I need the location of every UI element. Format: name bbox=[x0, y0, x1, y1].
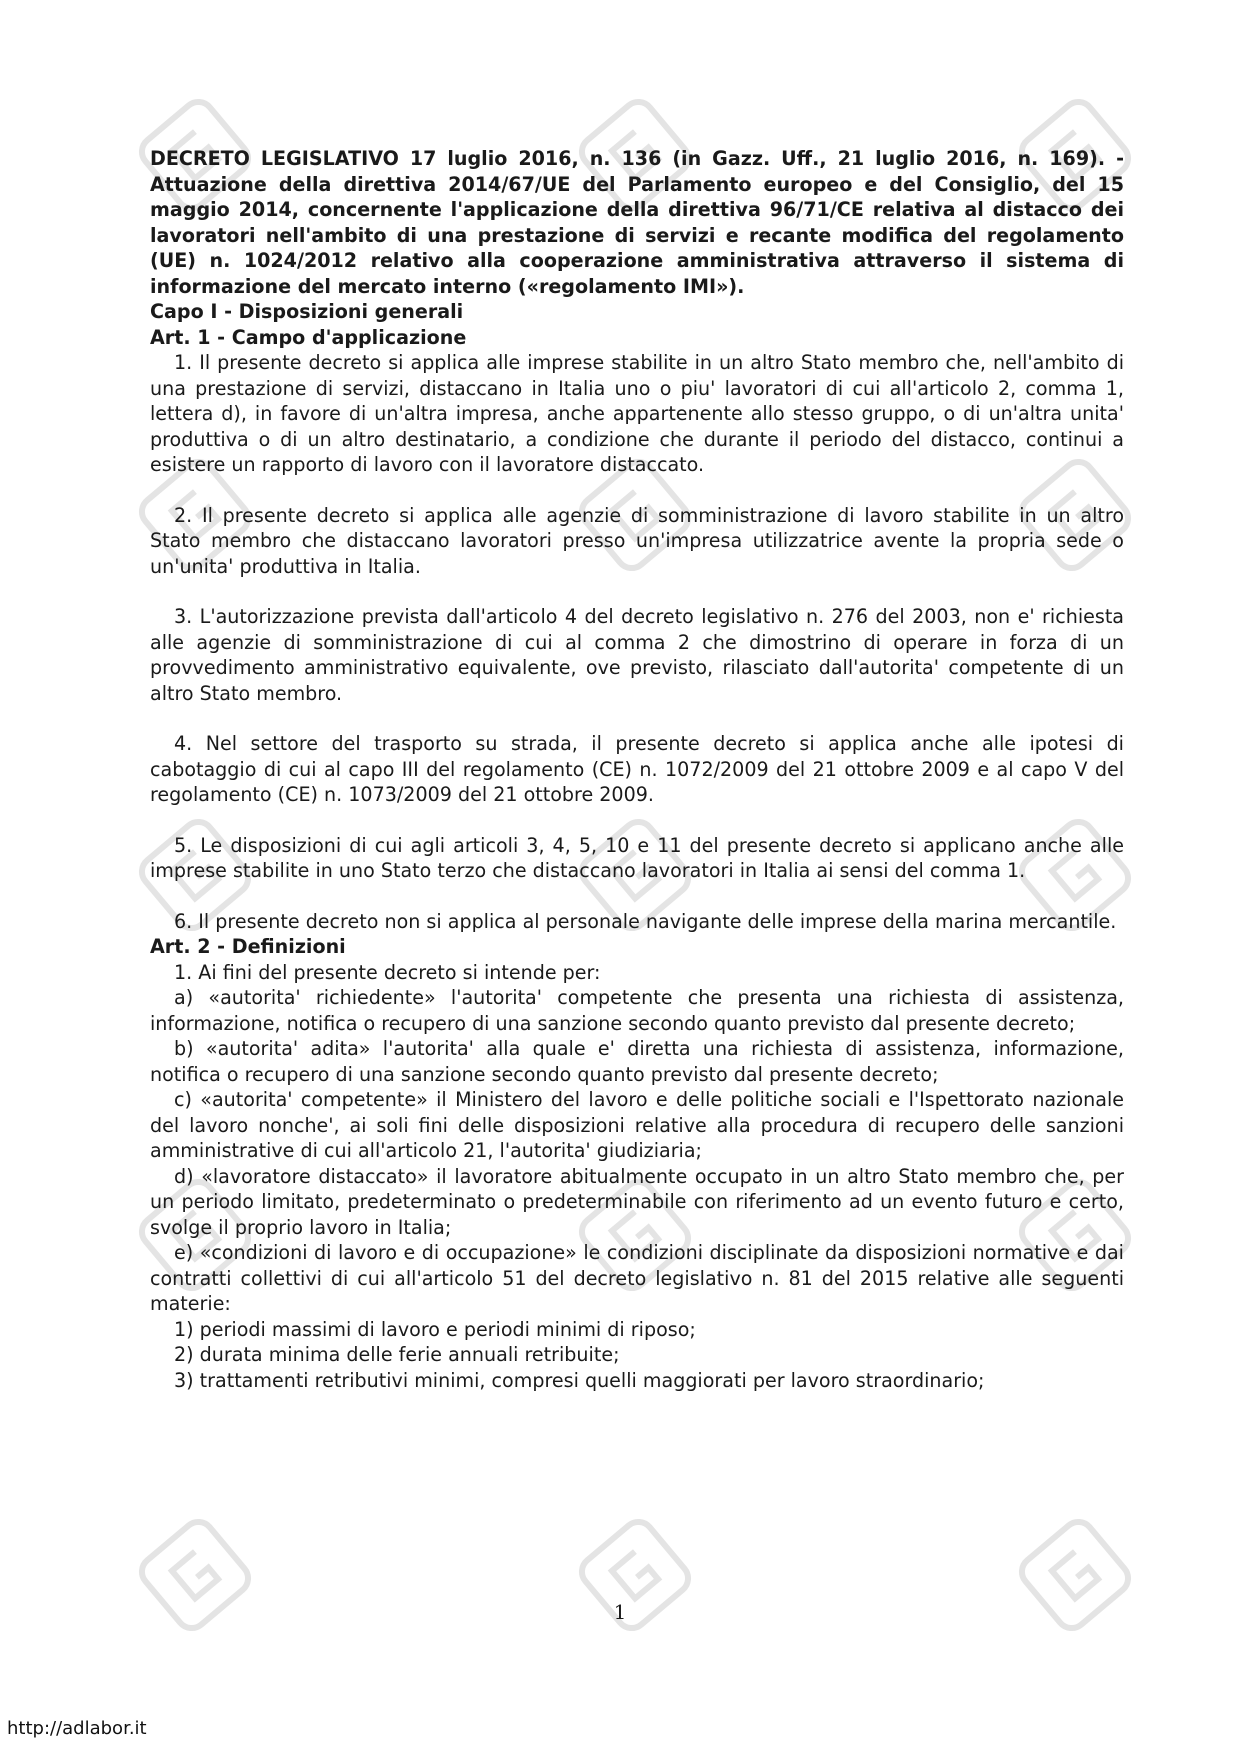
document-page bbox=[150, 146, 1124, 1393]
article-1-paragraph: 2. Il presente decreto si applica alle agenzie di somministrazione di lavoro stabilite in un altro Stato membro che distaccano lavoratori presso un'impresa utilizzatrice avente la propria sede o un'unita' produttiva in Italia. bbox=[150, 503, 1124, 578]
article-2-title: Art. 2 - Definizioni bbox=[150, 935, 346, 958]
article-1-paragraph: 1. Il presente decreto si applica alle imprese stabilite in un altro Stato membro che, nell'ambito di una prestazione di servizi, distaccano in Italia uno o piu' lavoratori di cui all'articolo 2, comma 1, lettera d), in favore di un'altra impresa, anche appartenente allo stesso gruppo, o di un'altra unita' produttiva o di un altro destinatario, a condizione che durante il periodo del distacco, continui a esistere un rapporto di lavoro con il lavoratore distaccato. bbox=[150, 351, 1124, 476]
page-number: 1 bbox=[613, 1600, 627, 1624]
article-2-line: a) «autorita' richiedente» l'autorita' competente che presenta una richiesta di assistenza, informazione, notifica o recupero di una sanzione secondo quanto previsto dal presente decreto; bbox=[150, 986, 1124, 1035]
article-1-paragraph: 3. L'autorizzazione prevista dall'articolo 4 del decreto legislativo n. 276 del 2003, non e' richiesta alle agenzie di somministrazione di cui al comma 2 che dimostrino di operare in forza di un provvedimento amministrativo equivalente, ove previsto, rilasciato dall'autorita' competente di un altro Stato membro. bbox=[150, 605, 1124, 705]
watermark-logo-icon bbox=[1000, 1500, 1150, 1650]
article-1-paragraph: 4. Nel settore del trasporto su strada, il presente decreto si applica anche alle ipotesi di cabotaggio di cui al capo III del regolamento (CE) n. 1072/2009 del 21 ottobre 2009 e al capo V del regolamento (CE) n. 1073/2009 del 21 ottobre 2009. bbox=[150, 732, 1124, 806]
site-url-link[interactable]: http://adlabor.it bbox=[7, 1718, 147, 1739]
article-2-line: 3) trattamenti retributivi minimi, compresi quelli maggiorati per lavoro straordinario; bbox=[174, 1368, 985, 1392]
article-1-title: Art. 1 - Campo d'applicazione bbox=[150, 325, 467, 349]
article-1-paragraph: 6. Il presente decreto non si applica al personale navigante delle imprese della marina mercantile. bbox=[174, 909, 1117, 933]
watermark-logo-icon bbox=[560, 1500, 710, 1650]
article-2-line: 1. Ai fini del presente decreto si intende per: bbox=[174, 960, 601, 984]
article-2-line: c) «autorita' competente» il Ministero del lavoro e delle politiche sociali e l'Ispettorato nazionale del lavoro nonche', ai soli fini delle disposizioni relative alla procedura di recupero delle sanzioni amministrative di cui all'articolo 21, l'autorita' giudiziaria; bbox=[150, 1088, 1124, 1162]
article-2-line: b) «autorita' adita» l'autorita' alla quale e' diretta una richiesta di assistenza, informazione, notifica o recupero di una sanzione secondo quanto previsto dal presente decreto; bbox=[150, 1037, 1124, 1086]
article-2-line: d) «lavoratore distaccato» il lavoratore abitualmente occupato in un altro Stato membro che, per un periodo limitato, predeterminato o predeterminabile con riferimento ad un evento futuro e certo, svolge il proprio lavoro in Italia; bbox=[150, 1164, 1124, 1239]
article-2-line: e) «condizioni di lavoro e di occupazione» le condizioni disciplinate da disposizioni normative e dai contratti collettivi di cui all'articolo 51 del decreto legislativo n. 81 del 2015 relative alle seguenti materie: bbox=[150, 1241, 1124, 1315]
watermark-logo-icon bbox=[120, 1500, 270, 1650]
chapter-title: Capo I - Disposizioni generali bbox=[150, 300, 464, 323]
document-header: DECRETO LEGISLATIVO 17 luglio 2016, n. 136 (in Gazz. Uff., 21 luglio 2016, n. 169). - Attuazione della direttiva 2014/67/UE del Parlamento europeo e del Consiglio, del 15 maggio 2014, concernente l'applicazione della direttiva 96/71/CE relativa al distacco dei lavoratori nell'ambito di una prestazione di servizi e recante modifica del regolamento (UE) n. 1024/2012 relativo alla cooperazione amministrativa attraverso il sistema di informazione del mercato interno («regolamento IMI»). bbox=[150, 147, 1124, 298]
article-1-paragraph: 5. Le disposizioni di cui agli articoli 3, 4, 5, 10 e 11 del presente decreto si applicano anche alle imprese stabilite in uno Stato terzo che distaccano lavoratori in Italia ai sensi del comma 1. bbox=[150, 833, 1124, 882]
article-2-line: 1) periodi massimi di lavoro e periodi minimi di riposo; bbox=[174, 1317, 696, 1341]
article-2-line: 2) durata minima delle ferie annuali retribuite; bbox=[174, 1343, 620, 1366]
